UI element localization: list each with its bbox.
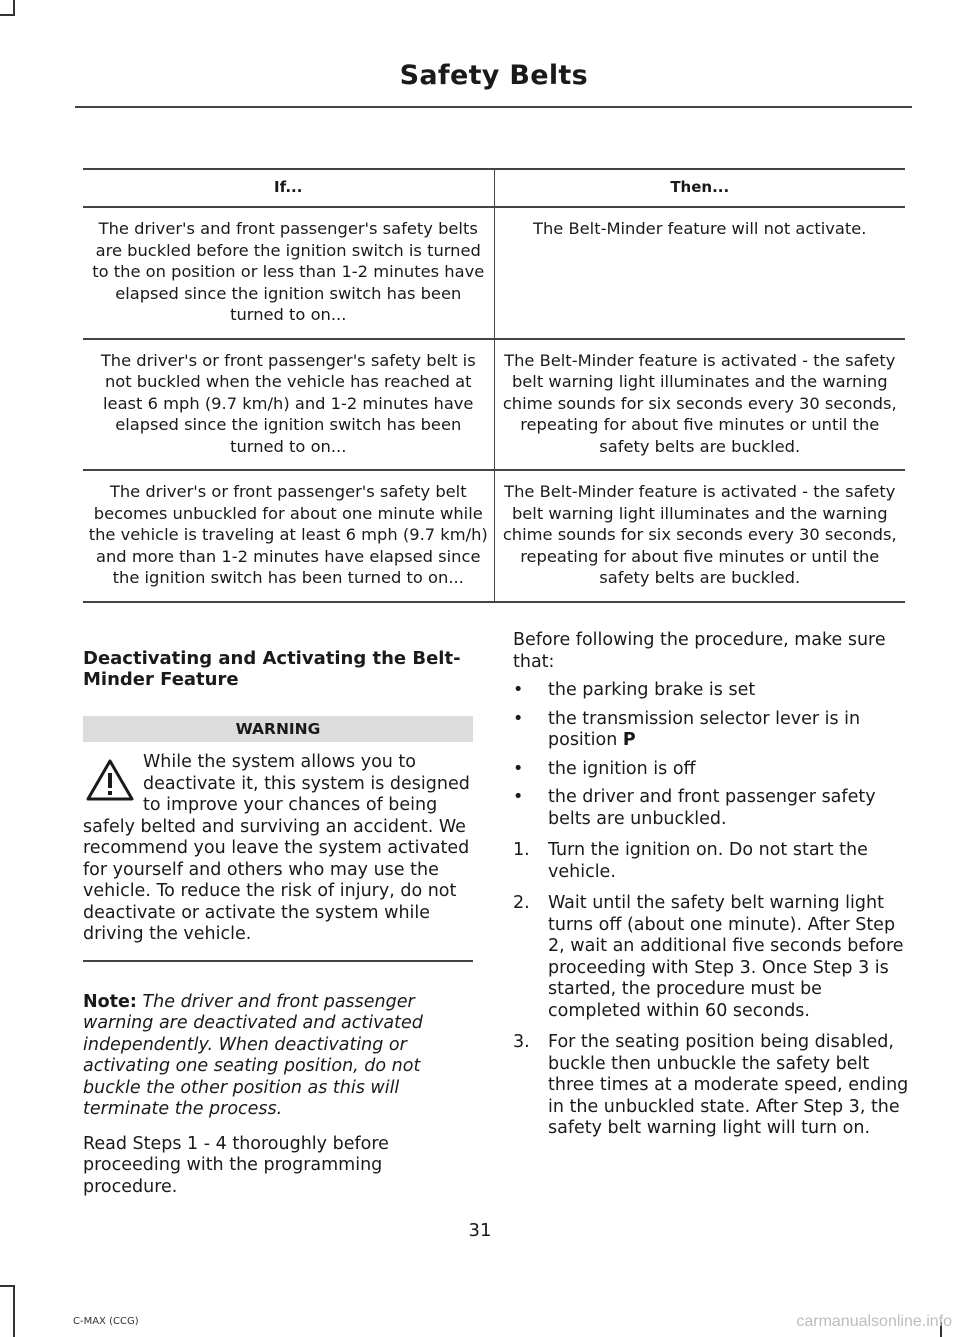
list-item: • the parking brake is set — [513, 680, 756, 700]
step-text: Turn the ignition on. Do not start the vehicle. — [548, 840, 868, 882]
table-cell-if: The driver's or front passenger's safety belt is not buckled when the vehicle has reached at least 6 mph (9.7 km/h) and 1-2 minutes have elapsed since the ignition switch has been turned to on... — [83, 339, 494, 471]
left-column — [83, 648, 473, 1198]
table-cell-then: The Belt-Minder feature is activated - the safety belt warning light illuminates and the warning chime sounds for six seconds every 30 seconds, repeating for about five minutes or until the safety belts are buckled. — [494, 470, 905, 602]
table-cell-then: The Belt-Minder feature will not activate. — [494, 207, 905, 339]
warning-text: While the system allows you to deactivate it, this system is designed to improve your chances of being safely belted and surviving an accident. We recommend you leave the system activated for yourself and others who may use the vehicle. To reduce the risk of injury, do not deactivate or activate the system while driving the vehicle. — [83, 752, 470, 944]
note-label: Note: — [83, 991, 137, 1012]
note-text: The driver and front passenger warning are deactivated and activated independently. When deactivating or activating one seating position, do not buckle the other position as this will terminate the process. — [83, 991, 423, 1119]
step-number: 3. — [513, 1032, 530, 1052]
belt-minder-table — [83, 168, 905, 603]
list-item — [513, 840, 909, 883]
table-cell-then: The Belt-Minder feature is activated - the safety belt warning light illuminates and the warning chime sounds for six seconds every 30 seconds, repeating for about five minutes or until the safety belts are buckled. — [494, 339, 905, 471]
table-row — [83, 207, 905, 339]
table-cell-if: The driver's or front passenger's safety belt becomes unbuckled for about one minute while the vehicle is traveling at least 6 mph (9.7 km/h) and more than 1-2 minutes have elapsed since the ignition switch has been turned to on... — [83, 470, 494, 602]
section-heading: Deactivating and Activating the Belt-Minder Feature — [83, 648, 461, 690]
column-header-then: Then... — [494, 169, 905, 207]
header-divider — [75, 106, 912, 108]
right-column — [513, 630, 909, 1140]
bullet-mark: • — [513, 708, 524, 729]
bullet-mark: • — [513, 680, 524, 700]
table-cell-if: The driver's and front passenger's safety belts are buckled before the ignition switch is turned to the on position or less than 1-2 minutes have elapsed since the ignition switch has been turned to on... — [83, 207, 494, 339]
warning-box — [83, 752, 473, 946]
warning-divider — [83, 960, 473, 962]
page-number: 31 — [468, 1220, 492, 1241]
step-number: 2. — [513, 893, 530, 913]
park-position-symbol: P — [622, 730, 636, 750]
crop-mark — [0, 14, 15, 16]
table-row — [83, 470, 905, 602]
list-item: • the driver and front passenger safety belts are unbuckled. — [513, 787, 876, 829]
procedure-steps — [513, 840, 909, 1140]
column-header-if: If... — [83, 169, 494, 207]
table-header-row — [83, 169, 905, 207]
precondition-list — [513, 680, 909, 830]
read-steps-paragraph: Read Steps 1 - 4 thoroughly before proceeding with the programming procedure. — [83, 1133, 389, 1197]
crop-mark — [13, 1285, 15, 1337]
step-text: For the seating position being disabled, buckle then unbuckle the safety belt three times at a moderate speed, ending in the unbuckled state. After Step 3, the safety belt warning light will turn on. — [548, 1032, 909, 1138]
list-item — [513, 1032, 909, 1140]
watermark: carmanualsonline.info — [796, 1313, 952, 1330]
model-code: C-MAX (CCG) — [73, 1316, 139, 1327]
list-item — [513, 893, 909, 1022]
warning-triangle-icon — [85, 758, 135, 802]
table-row — [83, 339, 905, 471]
step-number: 1. — [513, 840, 530, 860]
list-item: • the ignition is off — [513, 758, 696, 779]
note — [83, 992, 473, 1121]
list-item: • the transmission selector lever is in position P — [513, 708, 861, 750]
warning-banner: WARNING — [83, 716, 473, 742]
bullet-mark: • — [513, 758, 524, 779]
procedure-intro: Before following the procedure, make sure that: — [513, 630, 886, 672]
crop-mark — [0, 1285, 15, 1287]
step-text: Wait until the safety belt warning light turns off (about one minute). After Step 2, wait an additional five seconds before proceeding with Step 3. Once Step 3 is started, the procedure must be completed within 60 seconds. — [548, 893, 904, 1021]
page-title: Safety Belts — [399, 60, 588, 91]
bullet-mark: • — [513, 787, 524, 807]
